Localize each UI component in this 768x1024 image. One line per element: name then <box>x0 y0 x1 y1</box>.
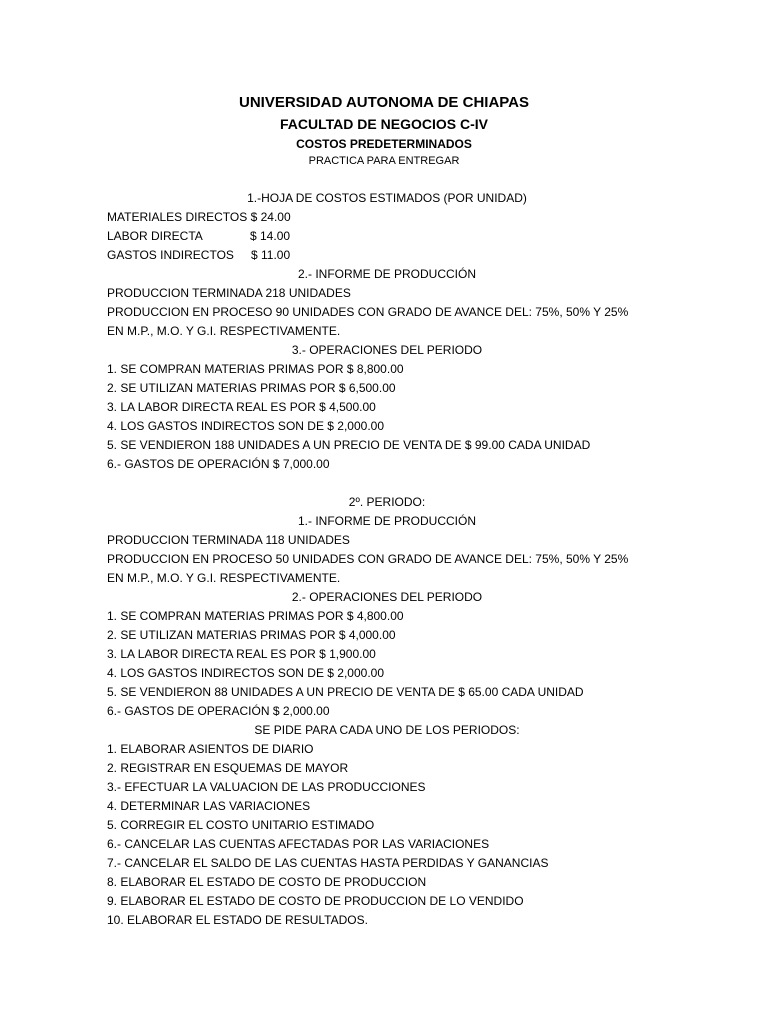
operation-item: 3. LA LABOR DIRECTA REAL ES POR $ 4,500.00 <box>107 400 376 414</box>
cost-label: LABOR DIRECTA <box>107 229 203 243</box>
operation-item: 3. LA LABOR DIRECTA REAL ES POR $ 1,900.00 <box>107 647 376 661</box>
operation-item: 5. SE VENDIERON 188 UNIDADES A UN PRECIO DE VENTA DE $ 99.00 CADA UNIDAD <box>107 438 591 452</box>
production-line: PRODUCCION EN PROCESO 50 UNIDADES CON GRADO DE AVANCE DEL: 75%, 50% Y 25% <box>107 552 629 566</box>
operation-item: 2. SE UTILIZAN MATERIAS PRIMAS POR $ 4,000.00 <box>107 628 396 642</box>
cost-row-labor <box>107 227 667 246</box>
spacer <box>107 474 667 493</box>
requirement-item: 10. ELABORAR EL ESTADO DE RESULTADOS. <box>107 913 368 927</box>
cost-value: $ 24.00 <box>250 210 291 224</box>
course-title: COSTOS PREDETERMINADOS <box>296 137 472 151</box>
requirement-item: 6.- CANCELAR LAS CUENTAS AFECTADAS POR LAS VARIACIONES <box>107 837 490 851</box>
operation-item: 6.- GASTOS DE OPERACIÓN $ 2,000.00 <box>107 704 330 718</box>
cost-label: MATERIALES DIRECTOS <box>107 210 248 224</box>
production-line: PRODUCCION EN PROCESO 90 UNIDADES CON GRADO DE AVANCE DEL: 75%, 50% Y 25% <box>107 305 629 319</box>
production-report-title: 2.- INFORME DE PRODUCCIÓN <box>297 267 476 281</box>
operation-item: 5. SE VENDIERON 88 UNIDADES A UN PRECIO DE VENTA DE $ 65.00 CADA UNIDAD <box>107 685 584 699</box>
operation-item: 4. LOS GASTOS INDIRECTOS SON DE $ 2,000.00 <box>107 419 384 433</box>
production-line: EN M.P., M.O. Y G.I. RESPECTIVAMENTE. <box>107 571 341 585</box>
operation-item: 1. SE COMPRAN MATERIAS PRIMAS POR $ 4,800.00 <box>107 609 404 623</box>
requirements-title: SE PIDE PARA CADA UNO DE LOS PERIODOS: <box>254 723 520 737</box>
operation-item: 1. SE COMPRAN MATERIAS PRIMAS POR $ 8,800.00 <box>107 362 404 376</box>
requirement-item: 7.- CANCELAR EL SALDO DE LAS CUENTAS HASTA PERDIDAS Y GANANCIAS <box>107 856 549 870</box>
requirement-item: 2. REGISTRAR EN ESQUEMAS DE MAYOR <box>107 761 349 775</box>
faculty-title: FACULTAD DE NEGOCIOS C-IV <box>280 116 488 132</box>
requirement-item: 3.- EFECTUAR LA VALUACION DE LAS PRODUCCIONES <box>107 780 426 794</box>
production-line: EN M.P., M.O. Y G.I. RESPECTIVAMENTE. <box>107 324 341 338</box>
operation-item: 4. LOS GASTOS INDIRECTOS SON DE $ 2,000.00 <box>107 666 384 680</box>
operation-item: 6.- GASTOS DE OPERACIÓN $ 7,000.00 <box>107 457 330 471</box>
operations-title: 3.- OPERACIONES DEL PERIODO <box>291 343 483 357</box>
requirement-item: 8. ELABORAR EL ESTADO DE COSTO DE PRODUCCION <box>107 875 427 889</box>
requirement-item: 9. ELABORAR EL ESTADO DE COSTO DE PRODUCCION DE LO VENDIDO <box>107 894 524 908</box>
period2-title: 2º. PERIODO: <box>348 495 426 509</box>
operations-title: 2.- OPERACIONES DEL PERIODO <box>291 590 483 604</box>
operation-item: 2. SE UTILIZAN MATERIAS PRIMAS POR $ 6,500.00 <box>107 381 396 395</box>
cost-label: GASTOS INDIRECTOS <box>107 248 234 262</box>
requirement-item: 4. DETERMINAR LAS VARIACIONES <box>107 799 311 813</box>
cost-row-indirect <box>107 246 667 265</box>
production-line: PRODUCCION TERMINADA 218 UNIDADES <box>107 286 351 300</box>
cost-value: $ 11.00 <box>251 248 291 262</box>
university-title: UNIVERSIDAD AUTONOMA DE CHIAPAS <box>238 94 530 111</box>
practice-subtitle: PRACTICA PARA ENTREGAR <box>308 155 460 167</box>
requirement-item: 1. ELABORAR ASIENTOS DE DIARIO <box>107 742 314 756</box>
production-report-title: 1.- INFORME DE PRODUCCIÓN <box>297 514 476 528</box>
document-body <box>107 189 667 930</box>
cost-sheet-title: 1.-HOJA DE COSTOS ESTIMADOS (POR UNIDAD) <box>247 191 527 205</box>
cost-row-materials <box>107 208 667 227</box>
requirement-item: 5. CORREGIR EL COSTO UNITARIO ESTIMADO <box>107 818 375 832</box>
cost-value: $ 14.00 <box>250 229 291 243</box>
production-line: PRODUCCION TERMINADA 118 UNIDADES <box>107 533 350 547</box>
